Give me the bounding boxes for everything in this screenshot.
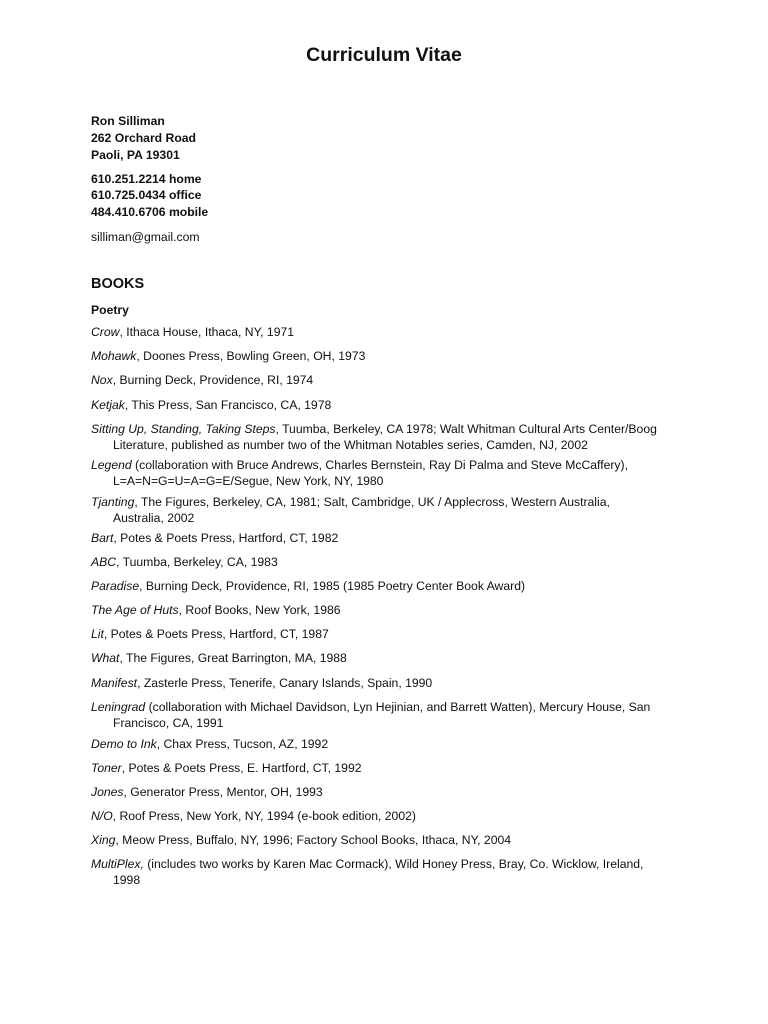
book-details: , Tuumba, Berkeley, CA 1978; Walt Whitman Cultural Arts Center/Boog [275, 422, 657, 436]
contact-phone-home: 610.251.2214 home [91, 172, 202, 186]
book-details: , Roof Books, New York, 1986 [178, 603, 341, 617]
book-title: Bart [91, 531, 114, 545]
book-details: , Doones Press, Bowling Green, OH, 1973 [136, 349, 366, 363]
book-entry [91, 651, 691, 667]
book-details-continued: Literature, published as number two of the Whitman Notables series, Camden, NJ, 2002 [113, 437, 588, 452]
book-details: , Burning Deck, Providence, RI, 1985 (1985 Poetry Center Book Award) [139, 579, 526, 593]
book-entry [91, 325, 691, 341]
book-entry [91, 761, 691, 777]
book-details-continued: L=A=N=G=U=A=G=E/Segue, New York, NY, 1980 [113, 473, 384, 488]
book-entry [91, 531, 691, 547]
contact-street: 262 Orchard Road [91, 131, 196, 145]
book-details: , Chax Press, Tucson, AZ, 1992 [156, 737, 329, 751]
contact-name: Ron Silliman [91, 114, 165, 128]
book-entry [91, 737, 691, 753]
book-entry [91, 676, 691, 692]
book-title: Crow [91, 325, 120, 339]
book-entry [91, 555, 691, 571]
book-title: N/O [91, 809, 113, 823]
book-title: Manifest [91, 676, 138, 690]
book-details: (collaboration with Bruce Andrews, Charles Bernstein, Ray Di Palma and Steve McCaffery), [131, 458, 628, 472]
book-details: , Potes & Poets Press, E. Hartford, CT, 1992 [121, 761, 362, 775]
book-details: , The Figures, Berkeley, CA, 1981; Salt, Cambridge, UK / Applecross, Western Australia, [134, 495, 610, 509]
contact-phone-mobile: 484.410.6706 mobile [91, 205, 209, 219]
page-title: Curriculum Vitae [306, 44, 462, 66]
book-details: (includes two works by Karen Mac Cormack), Wild Honey Press, Bray, Co. Wicklow, Ireland, [143, 857, 644, 871]
book-entry [91, 785, 691, 801]
book-details: , Tuumba, Berkeley, CA, 1983 [116, 555, 278, 569]
book-entry [91, 603, 691, 619]
book-details-continued: Francisco, CA, 1991 [113, 715, 224, 730]
book-details: , The Figures, Great Barrington, MA, 1988 [119, 651, 347, 665]
book-entry [91, 495, 691, 526]
book-title: Ketjak [91, 398, 125, 412]
book-entry [91, 833, 691, 849]
book-details: (collaboration with Michael Davidson, Lyn Hejinian, and Barrett Watten), Mercury House, San [145, 700, 651, 714]
section-heading-books: BOOKS [91, 276, 145, 292]
book-title: Paradise [91, 579, 140, 593]
book-details: , Ithaca House, Ithaca, NY, 1971 [119, 325, 295, 339]
book-details: , Roof Press, New York, NY, 1994 (e-book edition, 2002) [112, 809, 416, 823]
book-title: Demo to Ink [91, 737, 157, 751]
book-title: Xing [91, 833, 116, 847]
book-details: , Zasterle Press, Tenerife, Canary Islands, Spain, 1990 [137, 676, 433, 690]
book-entry [91, 809, 691, 825]
book-details: , Potes & Poets Press, Hartford, CT, 1982 [113, 531, 339, 545]
subsection-heading-poetry: Poetry [91, 303, 129, 317]
book-entry [91, 422, 691, 453]
book-title: Toner [91, 761, 122, 775]
book-title: Tjanting [91, 495, 135, 509]
book-entry [91, 700, 691, 731]
contact-phone-office: 610.725.0434 office [91, 188, 202, 202]
book-details: , Potes & Poets Press, Hartford, CT, 1987 [103, 627, 329, 641]
book-title: Lit [91, 627, 104, 641]
book-title: MultiPlex, [91, 857, 144, 871]
book-entry [91, 373, 691, 389]
book-title: Sitting Up, Standing, Taking Steps [91, 422, 276, 436]
book-entry [91, 857, 691, 888]
book-title: Mohawk [91, 349, 137, 363]
book-details: , Burning Deck, Providence, RI, 1974 [112, 373, 314, 387]
book-details: , This Press, San Francisco, CA, 1978 [124, 398, 332, 412]
contact-email: silliman@gmail.com [91, 230, 200, 244]
book-title: Jones [91, 785, 124, 799]
book-title: The Age of Huts [91, 603, 179, 617]
book-title: ABC [91, 555, 117, 569]
book-entry [91, 579, 691, 595]
book-entry [91, 458, 691, 489]
book-details-continued: Australia, 2002 [113, 510, 195, 525]
book-details-continued: 1998 [113, 872, 141, 887]
book-title: Legend [91, 458, 132, 472]
book-entry [91, 398, 691, 414]
book-title: Nox [91, 373, 113, 387]
book-title: Leningrad [91, 700, 146, 714]
book-entry [91, 349, 691, 365]
contact-city: Paoli, PA 19301 [91, 148, 180, 162]
book-details: , Meow Press, Buffalo, NY, 1996; Factory School Books, Ithaca, NY, 2004 [115, 833, 512, 847]
book-details: , Generator Press, Mentor, OH, 1993 [123, 785, 323, 799]
book-title: What [91, 651, 120, 665]
book-entry [91, 627, 691, 643]
